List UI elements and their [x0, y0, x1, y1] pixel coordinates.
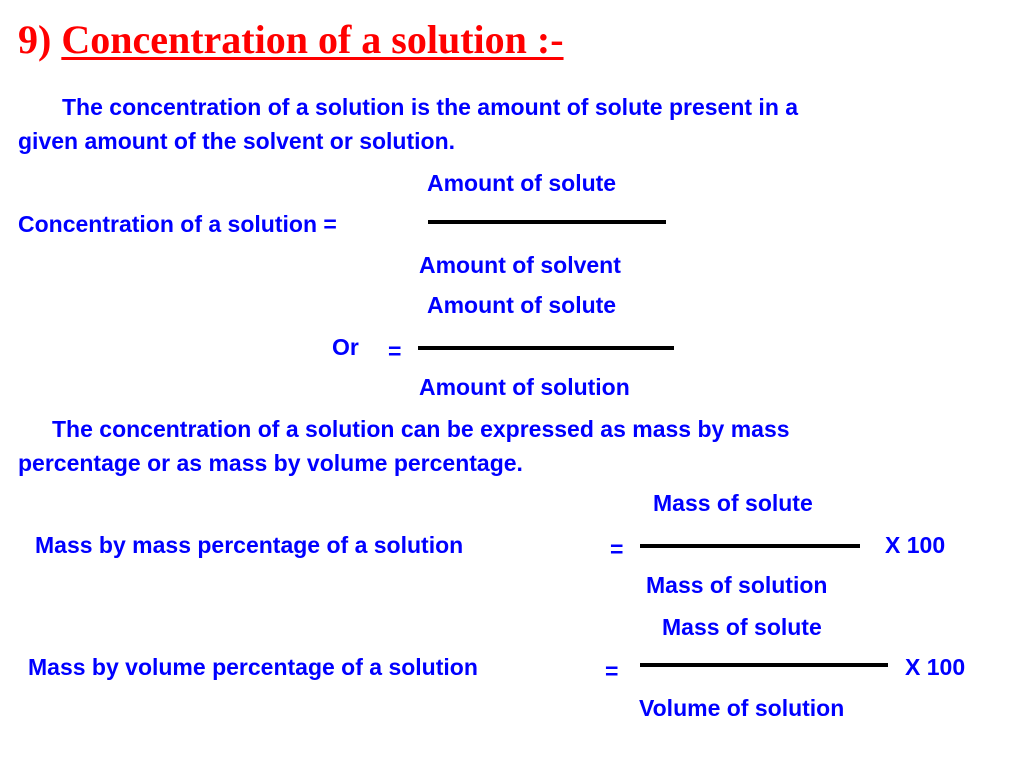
formula4-numerator: Mass of solute [662, 614, 822, 640]
slide-title [18, 14, 564, 66]
formula3-label: Mass by mass percentage of a solution [35, 532, 464, 558]
formula3-denominator: Mass of solution [646, 572, 828, 598]
formula1-fraction-bar [428, 220, 666, 224]
formula4-denominator: Volume of solution [639, 695, 845, 721]
formula2-denominator: Amount of solution [419, 374, 630, 400]
formula2-label: Or [332, 334, 359, 360]
formula2-numerator: Amount of solute [427, 292, 617, 318]
formula3-numerator: Mass of solute [653, 490, 813, 516]
expression-paragraph-line2: percentage or as mass by volume percentage. [18, 450, 523, 476]
formula1-label: Concentration of a solution = [18, 211, 337, 237]
formula1-numerator: Amount of solute [427, 170, 617, 196]
formula2-equals: = [388, 338, 402, 364]
formula3-multiplier: X 100 [885, 532, 946, 558]
formula3-fraction-bar [640, 544, 860, 548]
intro-paragraph-line1: The concentration of a solution is the amount of solute present in a [62, 94, 799, 120]
title-number: 9) [18, 17, 52, 62]
formula4-multiplier: X 100 [905, 654, 966, 680]
formula4-label: Mass by volume percentage of a solution [28, 654, 478, 680]
formula2-fraction-bar [418, 346, 674, 350]
formula4-fraction-bar [640, 663, 888, 667]
formula1-denominator: Amount of solvent [419, 252, 621, 278]
formula3-equals: = [610, 536, 624, 562]
expression-paragraph-line1: The concentration of a solution can be expressed as mass by mass [52, 416, 790, 442]
formula4-equals: = [605, 658, 619, 684]
title-text: Concentration of a solution :- [61, 17, 564, 62]
intro-paragraph-line2: given amount of the solvent or solution. [18, 128, 456, 154]
